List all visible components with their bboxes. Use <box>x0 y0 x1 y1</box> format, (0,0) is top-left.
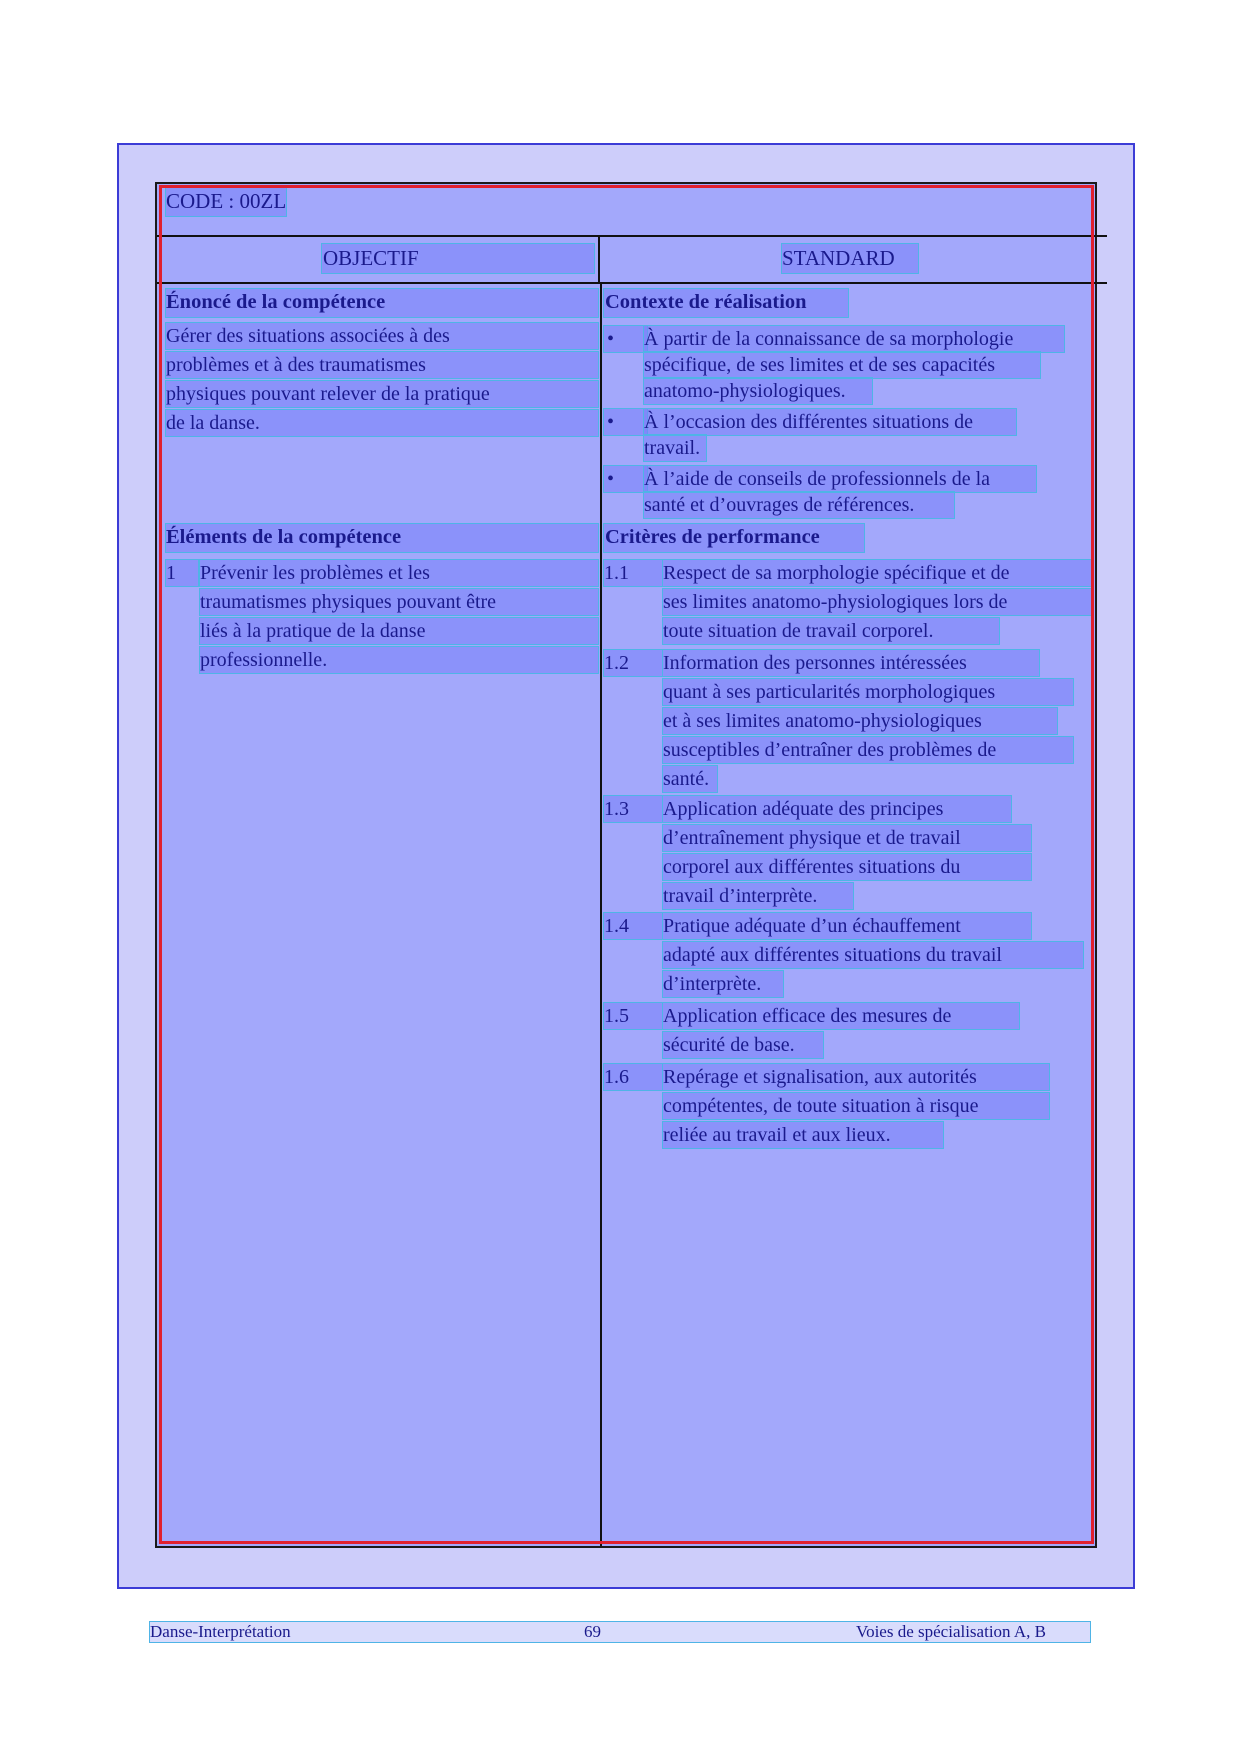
bullet-icon: • <box>604 466 647 492</box>
enonce-line: physiques pouvant relever de la pratique <box>166 381 598 407</box>
elements-title: Éléments de la compétence <box>166 526 402 548</box>
critere-line: adapté aux différentes situations du travail <box>663 942 1083 968</box>
element-item <box>200 560 598 673</box>
criteres-title: Critères de performance <box>605 526 820 548</box>
critere-number: 1.6 <box>604 1064 662 1090</box>
critere-line: Application efficace des mesures de <box>663 1003 1019 1029</box>
critere-item <box>663 796 1031 909</box>
element-line: traumatismes physiques pouvant être <box>200 589 598 615</box>
enonce-line: de la danse. <box>166 410 598 436</box>
enonce-line: problèmes et à des traumatismes <box>166 352 598 378</box>
bullet-icon: • <box>604 326 647 352</box>
rule-below-headers <box>157 282 1107 284</box>
critere-item <box>663 650 1073 792</box>
critere-line: Application adéquate des principes <box>663 796 1011 822</box>
critere-line: toute situation de travail corporel. <box>663 618 999 644</box>
rule-below-code <box>157 235 1107 237</box>
page-number: 69 <box>584 1622 601 1641</box>
contexte-line: À partir de la connaissance de sa morphologie <box>644 326 1064 352</box>
critere-line: travail d’interprète. <box>663 883 853 909</box>
critere-number: 1.2 <box>604 650 662 676</box>
column-divider <box>600 283 602 1546</box>
contexte-line: spécifique, de ses limites et de ses capacités <box>644 352 1040 378</box>
critere-line: susceptibles d’entraîner des problèmes de <box>663 737 1073 763</box>
element-line: professionnelle. <box>200 647 598 673</box>
contexte-line: À l’occasion des différentes situations de <box>644 409 1016 435</box>
critere-item <box>663 560 1091 644</box>
critere-line: Pratique adéquate d’un échauffement <box>663 913 1031 939</box>
objectif-header: OBJECTIF <box>322 244 594 273</box>
enonce-text <box>166 323 598 436</box>
critere-number: 1.4 <box>604 913 662 939</box>
element-number: 1 <box>166 560 198 586</box>
column-divider-top <box>598 236 600 283</box>
critere-line: et à ses limites anatomo-physiologiques <box>663 708 1057 734</box>
critere-line: ses limites anatomo-physiologiques lors de <box>663 589 1091 615</box>
critere-number: 1.5 <box>604 1003 662 1029</box>
contexte-item <box>644 326 1064 404</box>
footer-section: Voies de spécialisation A, B <box>856 1622 1046 1641</box>
element-line: Prévenir les problèmes et les <box>200 560 598 586</box>
enonce-line: Gérer des situations associées à des <box>166 323 598 349</box>
contexte-item <box>644 466 1036 518</box>
contexte-title: Contexte de réalisation <box>605 291 807 313</box>
critere-line: sécurité de base. <box>663 1032 823 1058</box>
critere-number: 1.3 <box>604 796 662 822</box>
critere-item <box>663 913 1083 997</box>
critere-line: quant à ses particularités morphologiques <box>663 679 1073 705</box>
critere-line: Information des personnes intéressées <box>663 650 1039 676</box>
contexte-line: travail. <box>644 435 706 461</box>
critere-line: santé. <box>663 766 717 792</box>
contexte-line: anatomo-physiologiques. <box>644 378 872 404</box>
critere-item <box>663 1003 1019 1058</box>
critere-item <box>663 1064 1049 1148</box>
enonce-title: Énoncé de la compétence <box>166 291 386 313</box>
contexte-line: santé et d’ouvrages de références. <box>644 492 954 518</box>
critere-line: reliée au travail et aux lieux. <box>663 1122 943 1148</box>
contexte-item <box>644 409 1016 461</box>
critere-line: Repérage et signalisation, aux autorités <box>663 1064 1049 1090</box>
code-label: CODE : 00ZL <box>166 187 286 216</box>
footer-title: Danse-Interprétation <box>150 1622 291 1641</box>
critere-line: d’interprète. <box>663 971 783 997</box>
bullet-icon: • <box>604 409 647 435</box>
critere-number: 1.1 <box>604 560 662 586</box>
element-line: liés à la pratique de la danse <box>200 618 598 644</box>
contexte-line: À l’aide de conseils de professionnels de la <box>644 466 1036 492</box>
critere-line: Respect de sa morphologie spécifique et de <box>663 560 1091 586</box>
critere-line: compétentes, de toute situation à risque <box>663 1093 1049 1119</box>
critere-line: corporel aux différentes situations du <box>663 854 1031 880</box>
critere-line: d’entraînement physique et de travail <box>663 825 1031 851</box>
standard-header: STANDARD <box>782 244 918 273</box>
